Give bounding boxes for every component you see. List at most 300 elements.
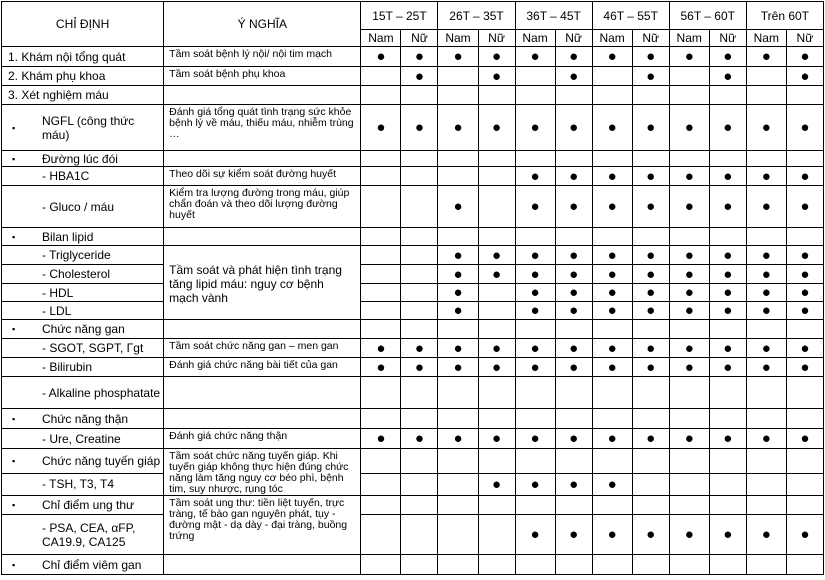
indication-label: Chức năng tuyến giáp [42, 453, 161, 468]
bullet-icon: ▪ [12, 455, 16, 466]
mark-cell [746, 246, 786, 265]
mark-cell [361, 265, 401, 284]
mark-cell [632, 358, 669, 377]
dot-icon: ● [723, 67, 733, 85]
mark-cell [746, 284, 786, 302]
table-row [2, 496, 824, 515]
indication-cell [2, 496, 164, 515]
mark-cell [709, 429, 746, 449]
mark-cell [592, 151, 632, 167]
indication-label: - Gluco / máu [42, 199, 115, 214]
indication-cell [2, 186, 164, 228]
mark-cell [709, 339, 746, 358]
indication-label: Đường lúc đói [42, 151, 118, 166]
dot-icon: ● [723, 339, 733, 357]
mark-cell [478, 186, 515, 228]
mark-cell [786, 228, 823, 246]
meaning-cell: Tầm soát bệnh phụ khoa [164, 67, 361, 86]
dot-icon: ● [453, 48, 463, 65]
mark-cell [786, 186, 823, 228]
mark-cell [478, 47, 515, 67]
mark-cell [401, 228, 438, 246]
mark-cell [478, 473, 515, 495]
mark-cell [592, 515, 632, 555]
table-row [2, 186, 824, 228]
mark-cell [632, 429, 669, 449]
indication-label: NGFL (công thức máu) [42, 113, 135, 142]
mark-cell [786, 473, 823, 495]
mark-cell [555, 151, 592, 167]
mark-cell [669, 339, 709, 358]
dot-icon: ● [800, 48, 810, 65]
header-age-group: 46T – 55T [592, 2, 669, 30]
mark-cell [478, 429, 515, 449]
mark-cell [709, 284, 746, 302]
table-row [2, 449, 824, 474]
mark-cell [709, 105, 746, 151]
mark-cell [555, 228, 592, 246]
dot-icon: ● [800, 284, 810, 301]
mark-cell [478, 151, 515, 167]
mark-cell [592, 67, 632, 86]
mark-cell [669, 47, 709, 67]
mark-cell [401, 409, 438, 429]
bullet-icon: ▪ [12, 231, 16, 242]
mark-cell [669, 67, 709, 86]
mark-cell [632, 409, 669, 429]
dot-icon: ● [530, 358, 540, 376]
mark-cell [746, 320, 786, 339]
header-male: Nam [438, 30, 478, 47]
header-male: Nam [746, 30, 786, 47]
mark-cell [746, 228, 786, 246]
table-row [2, 86, 824, 105]
mark-cell [438, 246, 478, 265]
mark-cell [786, 105, 823, 151]
table-row [2, 228, 824, 246]
mark-cell [515, 429, 555, 449]
dot-icon: ● [761, 265, 771, 283]
mark-cell [401, 358, 438, 377]
mark-cell [361, 167, 401, 186]
mark-cell [401, 302, 438, 320]
meaning-cell [164, 555, 361, 575]
mark-cell [786, 284, 823, 302]
dot-icon: ● [530, 526, 540, 543]
mark-cell [438, 105, 478, 151]
dot-icon: ● [607, 246, 617, 264]
mark-cell [669, 86, 709, 105]
mark-cell [786, 302, 823, 320]
mark-cell [786, 151, 823, 167]
mark-cell [555, 246, 592, 265]
mark-cell [746, 47, 786, 67]
mark-cell [669, 515, 709, 555]
mark-cell [478, 246, 515, 265]
dot-icon: ● [684, 302, 694, 319]
header-age-group: 26T – 35T [438, 2, 515, 30]
mark-cell [361, 358, 401, 377]
mark-cell [786, 515, 823, 555]
mark-cell [592, 449, 632, 474]
mark-cell [746, 473, 786, 495]
mark-cell [555, 429, 592, 449]
mark-cell [555, 515, 592, 555]
bullet-icon: ▪ [12, 500, 16, 510]
mark-cell [786, 496, 823, 515]
dot-icon: ● [800, 198, 810, 215]
mark-cell [632, 320, 669, 339]
dot-icon: ● [453, 284, 463, 301]
indication-label: 1. Khám nội tổng quát [8, 49, 126, 64]
indication-cell [2, 429, 164, 449]
checkup-table-container [1, 1, 824, 575]
mark-cell [478, 409, 515, 429]
dot-icon: ● [569, 265, 579, 283]
mark-cell [555, 358, 592, 377]
table-row [2, 47, 824, 67]
indication-label: - LDL [42, 303, 72, 318]
table-row [2, 473, 824, 495]
meaning-cell: Tầm soát ung thư: tiền liệt tuyến, trực tràng, tế bào gan nguyên phát, tụy - đường mật - dạ dày - đại tràng, buồng trứng [164, 496, 361, 555]
mark-cell [438, 86, 478, 105]
mark-cell [669, 320, 709, 339]
mark-cell [515, 167, 555, 186]
mark-cell [592, 167, 632, 186]
mark-cell [592, 377, 632, 409]
dot-icon: ● [376, 339, 386, 357]
mark-cell [361, 339, 401, 358]
mark-cell [669, 151, 709, 167]
mark-cell [669, 265, 709, 284]
table-row [2, 105, 824, 151]
mark-cell [555, 167, 592, 186]
dot-icon: ● [607, 119, 617, 136]
dot-icon: ● [569, 167, 579, 185]
dot-icon: ● [453, 198, 463, 215]
indication-label: - Ure, Creatine [42, 431, 121, 446]
meaning-cell: Kiểm tra lượng đường trong máu, giúp chẩn đoán và theo dõi lượng đường huyết [164, 186, 361, 228]
mark-cell [592, 302, 632, 320]
mark-cell [746, 186, 786, 228]
mark-cell [632, 186, 669, 228]
dot-icon: ● [530, 339, 540, 357]
mark-cell [438, 449, 478, 474]
mark-cell [555, 449, 592, 474]
mark-cell [786, 449, 823, 474]
mark-cell [709, 358, 746, 377]
meaning-cell: Đánh giá chức năng thận [164, 429, 361, 449]
mark-cell [438, 473, 478, 495]
dot-icon: ● [414, 48, 424, 65]
dot-icon: ● [684, 339, 694, 357]
mark-cell [515, 377, 555, 409]
mark-cell [478, 377, 515, 409]
meaning-cell [164, 409, 361, 429]
dot-icon: ● [761, 358, 771, 376]
dot-icon: ● [761, 339, 771, 357]
mark-cell [401, 320, 438, 339]
mark-cell [709, 320, 746, 339]
meaning-cell: Tầm soát bệnh lý nội/ nội tim mạch [164, 47, 361, 67]
dot-icon: ● [530, 246, 540, 264]
mark-cell [746, 339, 786, 358]
bullet-icon: ▪ [12, 122, 16, 133]
dot-icon: ● [800, 302, 810, 319]
mark-cell [478, 302, 515, 320]
dot-icon: ● [646, 358, 656, 376]
table-row [2, 284, 824, 302]
dot-icon: ● [684, 358, 694, 376]
mark-cell [709, 47, 746, 67]
dot-icon: ● [761, 302, 771, 319]
mark-cell [746, 555, 786, 575]
mark-cell [401, 105, 438, 151]
mark-cell [632, 265, 669, 284]
dot-icon: ● [530, 430, 540, 447]
mark-cell [555, 555, 592, 575]
dot-icon: ● [530, 265, 540, 283]
mark-cell [478, 358, 515, 377]
mark-cell [669, 555, 709, 575]
mark-cell [401, 377, 438, 409]
dot-icon: ● [800, 246, 810, 264]
mark-cell [555, 105, 592, 151]
dot-icon: ● [761, 198, 771, 215]
meaning-cell: Đánh giá tổng quát tình trạng sức khỏe bệnh lý về máu, thiếu máu, nhiễm trùng … [164, 105, 361, 151]
mark-cell [669, 496, 709, 515]
mark-cell [478, 86, 515, 105]
indication-label: - Cholesterol [42, 267, 111, 281]
dot-icon: ● [684, 284, 694, 301]
mark-cell [786, 265, 823, 284]
dot-icon: ● [800, 167, 810, 185]
dot-icon: ● [646, 526, 656, 543]
mark-cell [669, 284, 709, 302]
mark-cell [592, 246, 632, 265]
mark-cell [786, 409, 823, 429]
mark-cell [555, 496, 592, 515]
dot-icon: ● [414, 67, 424, 85]
mark-cell [401, 67, 438, 86]
indication-label: - Bilirubin [42, 360, 93, 374]
indication-label: Chức năng thận [42, 411, 129, 426]
mark-cell [669, 228, 709, 246]
mark-cell [592, 555, 632, 575]
dot-icon: ● [453, 119, 463, 136]
dot-icon: ● [569, 526, 579, 543]
mark-cell [632, 515, 669, 555]
mark-cell [632, 555, 669, 575]
mark-cell [478, 265, 515, 284]
dot-icon: ● [761, 284, 771, 301]
mark-cell [632, 47, 669, 67]
dot-icon: ● [569, 246, 579, 264]
table-row [2, 151, 824, 167]
mark-cell [438, 429, 478, 449]
table-row [2, 377, 824, 409]
dot-icon: ● [761, 526, 771, 543]
mark-cell [669, 377, 709, 409]
dot-icon: ● [646, 119, 656, 136]
mark-cell [438, 228, 478, 246]
mark-cell [438, 409, 478, 429]
mark-cell [786, 86, 823, 105]
dot-icon: ● [530, 119, 540, 136]
mark-cell [592, 228, 632, 246]
mark-cell [632, 86, 669, 105]
mark-cell [478, 555, 515, 575]
meaning-cell [164, 377, 361, 409]
dot-icon: ● [800, 526, 810, 543]
header-indication: CHỈ ĐỊNH [2, 2, 164, 47]
dot-icon: ● [607, 526, 617, 543]
mark-cell [361, 186, 401, 228]
mark-cell [555, 473, 592, 495]
mark-cell [592, 284, 632, 302]
mark-cell [515, 246, 555, 265]
mark-cell [669, 186, 709, 228]
dot-icon: ● [723, 430, 733, 447]
mark-cell [515, 151, 555, 167]
indication-label: - Triglyceride [42, 248, 111, 262]
dot-icon: ● [646, 430, 656, 447]
mark-cell [478, 284, 515, 302]
mark-cell [709, 265, 746, 284]
dot-icon: ● [491, 246, 502, 264]
header-male: Nam [515, 30, 555, 47]
dot-icon: ● [491, 475, 502, 493]
dot-icon: ● [569, 475, 579, 493]
mark-cell [401, 186, 438, 228]
dot-icon: ● [569, 284, 579, 301]
mark-cell [401, 246, 438, 265]
mark-cell [401, 429, 438, 449]
indication-label: Chỉ điểm ung thư [42, 498, 135, 512]
dot-icon: ● [723, 358, 733, 376]
mark-cell [669, 167, 709, 186]
mark-cell [361, 302, 401, 320]
mark-cell [632, 151, 669, 167]
mark-cell [709, 246, 746, 265]
indication-cell [2, 105, 164, 151]
mark-cell [515, 496, 555, 515]
mark-cell [361, 86, 401, 105]
mark-cell [361, 429, 401, 449]
mark-cell [361, 473, 401, 495]
meaning-cell [164, 320, 361, 339]
mark-cell [555, 320, 592, 339]
mark-cell [478, 167, 515, 186]
mark-cell [746, 302, 786, 320]
mark-cell [746, 265, 786, 284]
dot-icon: ● [646, 198, 656, 215]
header-age-group: Trên 60T [746, 2, 823, 30]
table-row [2, 409, 824, 429]
mark-cell [515, 320, 555, 339]
mark-cell [592, 186, 632, 228]
dot-icon: ● [530, 198, 540, 215]
dot-icon: ● [800, 430, 810, 447]
dot-icon: ● [723, 48, 733, 65]
mark-cell [361, 228, 401, 246]
mark-cell [746, 377, 786, 409]
mark-cell [555, 186, 592, 228]
dot-icon: ● [414, 339, 424, 357]
mark-cell [555, 409, 592, 429]
mark-cell [669, 449, 709, 474]
dot-icon: ● [453, 430, 463, 447]
mark-cell [709, 186, 746, 228]
table-row [2, 246, 824, 265]
mark-cell [709, 515, 746, 555]
mark-cell [515, 67, 555, 86]
mark-cell [709, 302, 746, 320]
meaning-cell [164, 151, 361, 167]
header-female: Nữ [401, 30, 438, 47]
table-row [2, 167, 824, 186]
dot-icon: ● [491, 119, 502, 136]
mark-cell [515, 409, 555, 429]
mark-cell [555, 377, 592, 409]
dot-icon: ● [723, 198, 733, 215]
dot-icon: ● [530, 284, 540, 301]
mark-cell [361, 496, 401, 515]
bullet-icon: ▪ [12, 324, 16, 334]
dot-icon: ● [607, 302, 617, 319]
header-female: Nữ [555, 30, 592, 47]
mark-cell [361, 151, 401, 167]
indication-label: - HBA1C [42, 169, 90, 183]
mark-cell [669, 358, 709, 377]
bullet-icon: ▪ [12, 413, 16, 424]
dot-icon: ● [646, 67, 656, 85]
meaning-cell: Tầm soát và phát hiện tình trạng tăng lipid máu: nguy cơ bệnh mạch vành [164, 246, 361, 320]
mark-cell [592, 320, 632, 339]
mark-cell [515, 265, 555, 284]
mark-cell [669, 302, 709, 320]
header-male: Nam [592, 30, 632, 47]
indication-cell [2, 409, 164, 429]
mark-cell [438, 284, 478, 302]
mark-cell [438, 377, 478, 409]
indication-label: - HDL [42, 285, 74, 300]
mark-cell [632, 449, 669, 474]
mark-cell [746, 67, 786, 86]
mark-cell [515, 105, 555, 151]
indication-cell [2, 449, 164, 474]
mark-cell [632, 284, 669, 302]
dot-icon: ● [684, 167, 694, 185]
mark-cell [401, 449, 438, 474]
indication-label: - SGOT, SGPT, Γgt [42, 341, 144, 355]
indication-cell [2, 320, 164, 339]
table-row [2, 67, 824, 86]
dot-icon: ● [414, 358, 424, 376]
mark-cell [478, 496, 515, 515]
mark-cell [786, 358, 823, 377]
indication-label: Bilan lipid [42, 229, 94, 244]
mark-cell [592, 409, 632, 429]
dot-icon: ● [646, 167, 656, 185]
mark-cell [438, 265, 478, 284]
header-age-group: 15T – 25T [361, 2, 438, 30]
mark-cell [555, 47, 592, 67]
mark-cell [709, 151, 746, 167]
bullet-icon: ▪ [12, 153, 16, 164]
mark-cell [515, 555, 555, 575]
indication-cell [2, 265, 164, 284]
